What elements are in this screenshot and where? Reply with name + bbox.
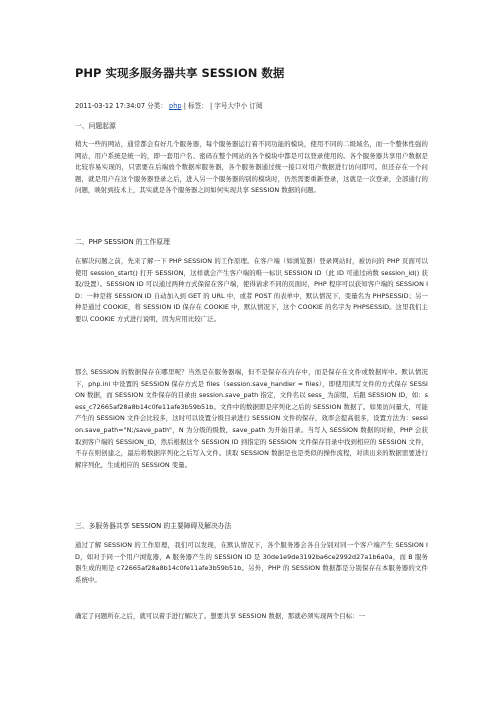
tag-label: 标签： — [188, 102, 208, 110]
section-1-body — [75, 139, 428, 197]
section-2 — [75, 238, 428, 247]
section-3-body-2 — [75, 611, 428, 623]
section-1 — [75, 122, 428, 131]
page-title: PHP 实现多服务器共享 SESSION 数据 — [75, 66, 285, 80]
section-2-body-2 — [75, 367, 428, 471]
post-date: 2011-03-12 17:34:07 — [75, 102, 146, 110]
section-heading: 二、PHP SESSION 的工作原理 — [75, 238, 170, 246]
paragraph: 稍大一些的网站，通常都会有好几个服务器，每个服务器运行着不同功能的模块，使用不同的二级域名，而一个整体性强的网站，用户系统是统一的，即一套用户名、密码在整个网站的各个模块中都是可以登录使用的。各个服务器共享用户数据是比较容易实现的，只需要在后端放个数据库服务器，各个服务器通过统一接口对用户数据进行访问即可。但还存在一个问题，就是用户在这个服务器登录之后，进入另一个服务器的别的模块时，仍然需要重新登录，这就是一次登录，全部通行的问题，映射到技术上，其实就是各个服务器之间如何实现共享 SESSION 数据的问题。 — [75, 140, 428, 195]
meta-separator: | — [183, 102, 186, 110]
section-3 — [75, 522, 428, 531]
paragraph: 那么 SESSION 的数据保存在哪里呢？当然是在服务器端，但不是保存在内存中，而是保存在文件或数据库中。默认情况下，php.ini 中设置的 SESSION 保存方式是 files（session.save_handler = files），即使用读写文件的方式保存 SESSION 数据，而 SESSION 文件保存的目录由 session.save_path 指定，文件名以 sess_ 为前缀，后跟 SESSION ID，如：sess_c72665af28a8b14c0fe11afe3b59b51b。文件中的数据即是序列化之后的 SESSION 数据了。如果访问量大，可能产生的 SESSION 文件会比较多，这时可以设置分级目录进行 SESSION 文件的保存，效率会提高很多，设置方法为：session.save_path="N;/save_path"，N 为分级的级数，save_path 为开始目录。当写入 SESSION 数据的时候，PHP 会获取到客户端的 SESSION_ID，然后根据这个 SESSION ID 到指定的 SESSION 文件保存目录中找到相应的 SESSION 文件，不存在则创建之，最后将数据序列化之后写入文件。读取 SESSION 数据是也是类似的操作流程，对读出来的数据需要进行解序列化，生成相应的 SESSION 变量。 — [75, 368, 428, 469]
section-3-body-1 — [75, 540, 428, 586]
category-label: 分类： — [147, 102, 167, 110]
category-link[interactable]: php — [169, 102, 182, 110]
section-heading: 一、问题起源 — [75, 122, 116, 130]
article-meta — [75, 100, 263, 110]
section-2-body-1 — [75, 256, 428, 326]
font-size-controls[interactable]: 字号大中小 订阅 — [214, 102, 263, 110]
section-heading: 三、多服务器共享 SESSION 的主要障碍及解决办法 — [75, 522, 232, 530]
paragraph: 确定了问题所在之后，就可以着手进行解决了。想要共享 SESSION 数据，那就必须实现两个目标：一 — [75, 612, 366, 620]
paragraph: 在解决问题之前，先来了解一下 PHP SESSION 的工作原理。在客户端（如浏览器）登录网站时，被访问的 PHP 页面可以使用 session_start() 打开 SESSION，这样就会产生客户端的唯一标识 SESSION ID（此 ID 可通过函数 session_id() 获取/设置）。SESSION ID 可以通过两种方式保留在客户端，使得请求不同的页面时，PHP 程序可以获知客户端的 SESSION ID：一种是将 SESSION ID 自动加入到 GET 的 URL 中，或者 POST 的表单中，默认情况下，变量名为 PHPSESSID；另一种是通过 COOKIE，将 SESSION ID 保存在 COOKIE 中，默认情况下，这个 COOKIE 的名字为 PHPSESSID。这里我们主要以 COOKIE 方式进行说明，因为应用比较广泛。 — [75, 257, 428, 323]
meta-separator: | — [209, 102, 213, 110]
paragraph: 通过了解 SESSION 的工作原理，我们可以发现，在默认情况下，各个服务器会各自分别对同一个客户端产生 SESSION ID，如对于同一个用户浏览器，A 服务器产生的 SESSION ID 是 30de1e9de3192ba6ce2992d27a1b6a0a，而 B 服务器生成的则是 c72665af28a8b14c0fe11afe3b59b51b。另外，PHP 的 SESSION 数据都是分别保存在本服务器的文件系统中。 — [75, 541, 428, 584]
